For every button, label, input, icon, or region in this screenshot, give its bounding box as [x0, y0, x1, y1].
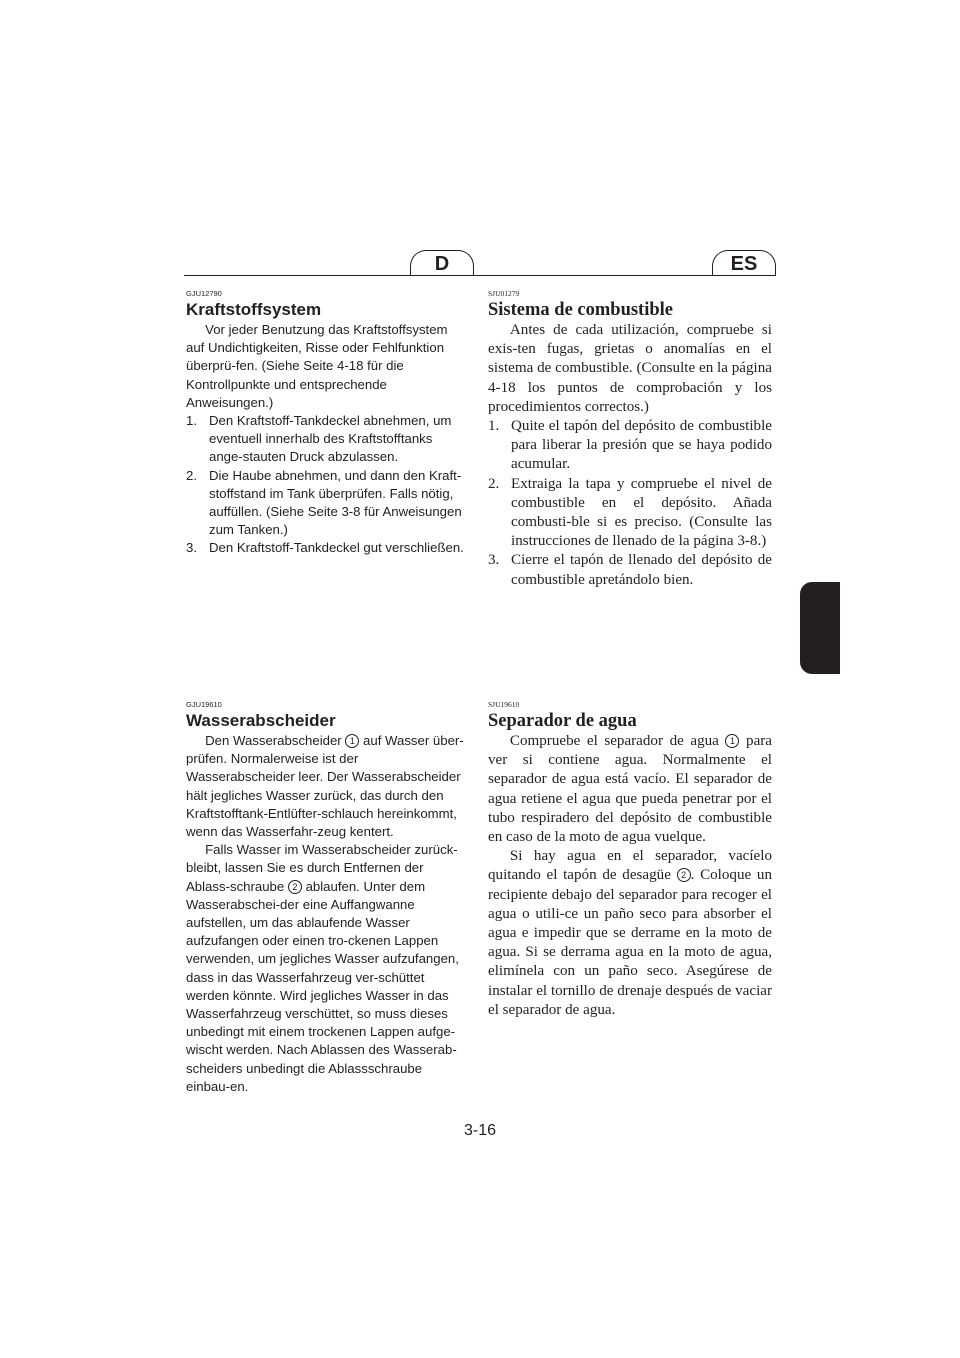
- de-fuel-section: [186, 289, 464, 558]
- de-fuel-title: Kraftstoffsystem: [186, 300, 322, 319]
- de-fuel-step: 2. Die Haube abnehmen, und dann den Kraft-stoffstand im Tank überprüfen. Falls nötig, auffüllen. (Siehe Seite 3-8 für Anweisungen zum Tanken.): [186, 467, 462, 538]
- de-fuel-steps: [186, 412, 464, 558]
- callout-marker-2: 2: [288, 880, 302, 894]
- es-water-section: [488, 700, 772, 1020]
- es-water-code: SJU19610: [488, 700, 520, 709]
- es-fuel-step: 1. Quite el tapón del depósito de combustible para liberar la presión que se haya podido acumular.: [488, 418, 772, 473]
- de-fuel-code: GJU12790: [186, 289, 222, 298]
- es-fuel-code: SJU01279: [488, 289, 520, 298]
- header-rule: [184, 275, 776, 276]
- es-fuel-step: 3. Cierre el tapón de llenado del depósito de combustible apretándolo bien.: [488, 552, 772, 588]
- page-number: 3-16: [463, 1122, 497, 1139]
- de-water-title: Wasserabscheider: [186, 711, 336, 730]
- language-tab-german: [410, 250, 474, 276]
- language-code-de: D: [434, 253, 450, 275]
- callout-marker-1: 1: [725, 734, 739, 748]
- es-water-title: Separador de agua: [488, 711, 637, 731]
- language-code-es: ES: [730, 253, 758, 275]
- es-fuel-step: 2. Extraiga la tapa y compruebe el nivel de combustible en el depósito. Añada combusti-ble si es preciso. (Consulte las instrucciones de llenado de la página 3-8.): [488, 475, 772, 550]
- chapter-thumb-tab: [800, 582, 840, 674]
- de-fuel-intro: Vor jeder Benutzung das Kraftstoffsystem auf Undichtigkeiten, Risse oder Fehlfunktion überprü-fen. (Siehe Seite 4-18 für die Kontrollpunkte und entsprechende Anweisungen.): [186, 322, 448, 410]
- de-water-section: [186, 700, 464, 1096]
- language-tab-spanish: [712, 250, 776, 276]
- de-water-paragraph-1: Den Wasserabscheider 1 auf Wasser über-prüfen. Normalerweise ist der Wasserabscheider leer. Der Wasserabscheider hält jegliches Wasser zurück, das durch den Kraftstofftank-Entlüfter-schlauch hereinkommt, wenn das Wasserfahr-zeug kentert.: [186, 733, 464, 840]
- es-water-paragraph-1: Compruebe el separador de agua 1 para ver si contiene agua. Normalmente el separador de agua está vacío. El separador de agua retiene el agua que pueda penetrar por el tubo respiradero del depósito de combustible en caso de la moto de agua vuelque.: [488, 733, 773, 846]
- es-fuel-steps: [488, 417, 772, 590]
- callout-marker-1: 1: [345, 734, 359, 748]
- de-fuel-step: 1. Den Kraftstoff-Tankdeckel abnehmen, um eventuell innerhalb des Kraftstofftanks ange-stauten Druck abzulassen.: [186, 413, 452, 465]
- es-fuel-section: [488, 289, 772, 590]
- es-fuel-intro: Antes de cada utilización, compruebe si exis-ten fugas, grietas o anomalías en el sistema de combustible. (Consulte en la página 4-18 los puntos de comprobación y los procedimientos correctos.): [488, 322, 772, 415]
- callout-marker-2: 2: [677, 868, 691, 882]
- es-water-paragraph-2: Si hay agua en el separador, vacíelo quitando el tapón de desagüe 2 . Coloque un recipiente debajo del separador para recoger el agua o utili-ce un paño seco para absorber el agua e impedir que se derrame en la moto de agua. Si se derrama agua en la moto de agua, elimínela con un paño seco. Asegúrese de instalar el tornillo de drenaje después de vaciar el separador de agua.: [488, 848, 772, 1018]
- de-water-paragraph-2: Falls Wasser im Wasserabscheider zurück-bleibt, lassen Sie es durch Entfernen der Ablass-schraube 2 ablaufen. Unter dem Wasserabschei-der eine Auffangwanne aufstellen, um das ablaufende Wasser aufzufangen oder einen tro-ckenen Lappen verwenden, um jegliches Wasser aufzufangen, dass in das Wasserfahrzeug ver-schüttet werden könnte. Wird jegliches Wasser in das Wasserfahrzeug verschüttet, so muss dieses unbedingt mit einem trockenen Lappen aufge-wischt werden. Nach Ablassen des Wasserab-scheiders unbedingt die Ablassschraube einbau-en.: [186, 842, 459, 1094]
- de-water-code: GJU19610: [186, 700, 222, 709]
- de-fuel-step: 3. Den Kraftstoff-Tankdeckel gut verschließen.: [186, 540, 464, 556]
- es-fuel-title: Sistema de combustible: [488, 300, 673, 320]
